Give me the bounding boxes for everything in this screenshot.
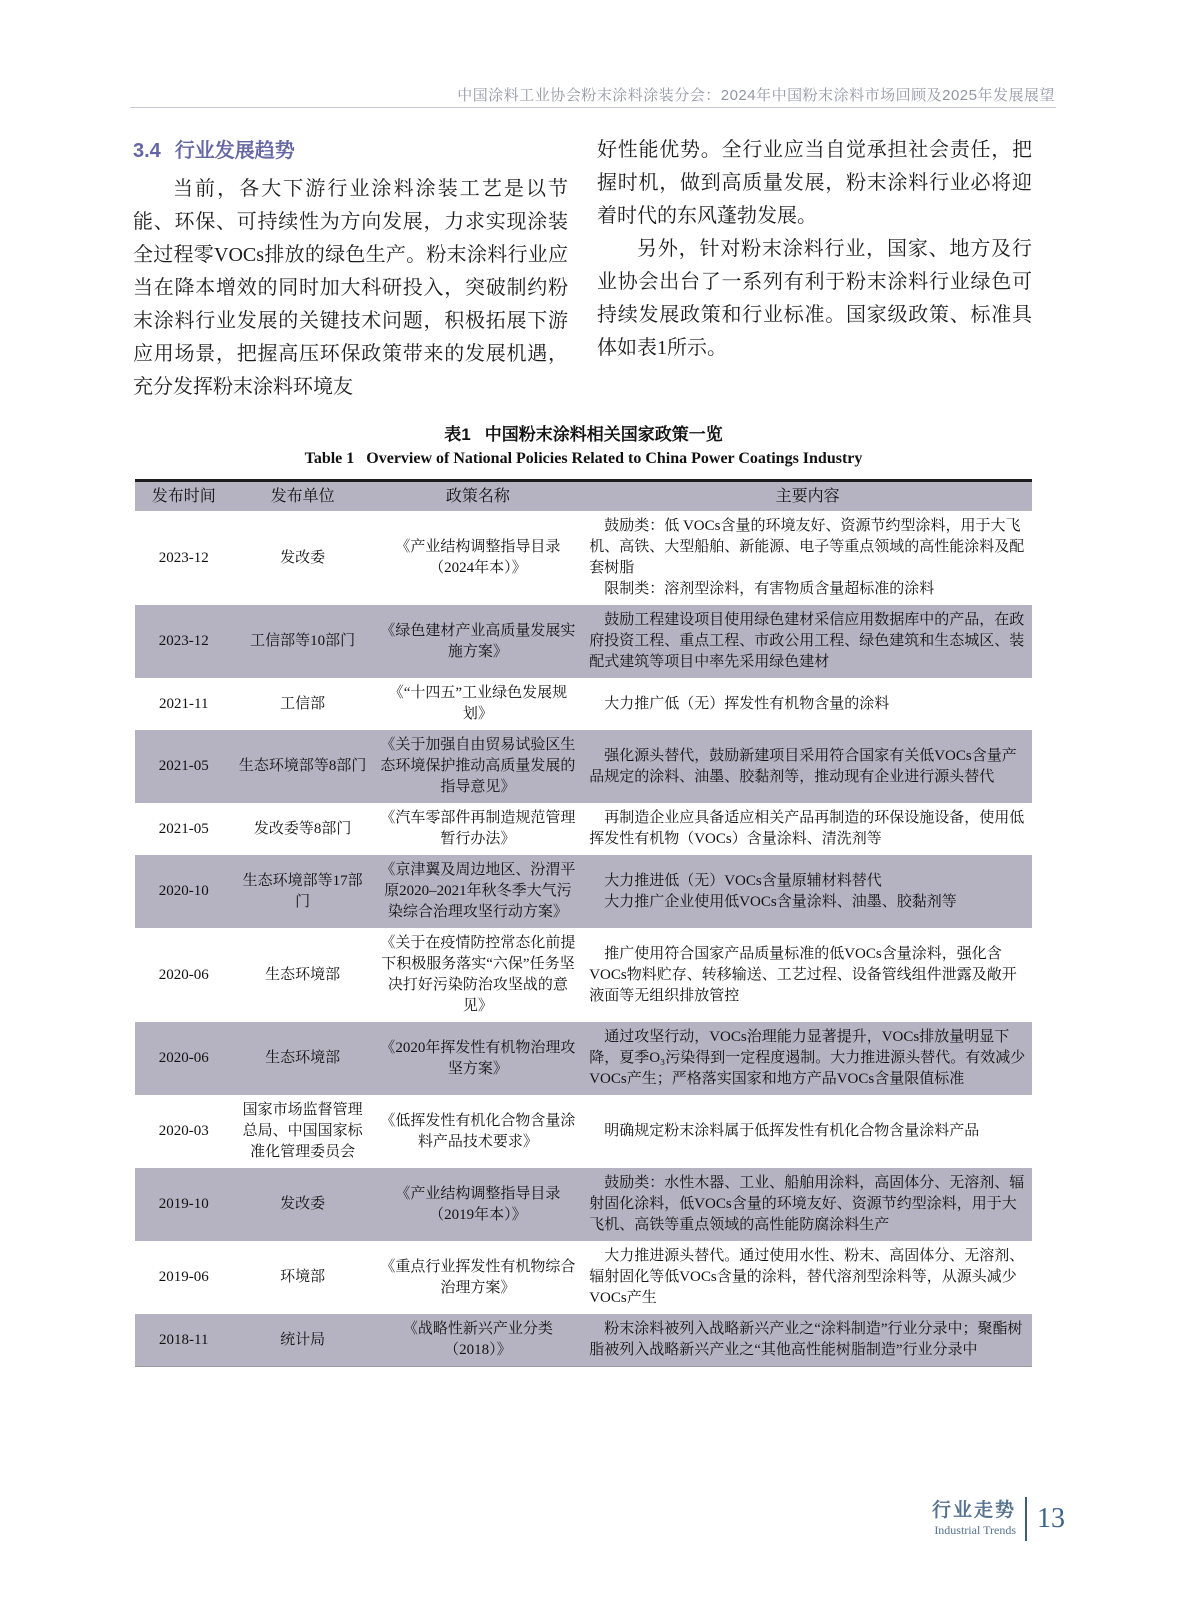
policy-name-cell: 《关于加强自由贸易试验区生态环境保护推动高质量发展的指导意见》 (373, 730, 584, 803)
policy-date-cell: 2021-05 (135, 730, 233, 803)
policy-table-block (135, 420, 1032, 1367)
policy-content-paragraph: 推广使用符合国家产品质量标准的低VOCs含量涂料，强化含VOCs物料贮存、转移输送、工艺过程、设备管线组件泄露及敞开液面等无组织排放管控 (589, 945, 1017, 1004)
policy-content-paragraph: 通过攻坚行动，VOCs治理能力显著提升，VOCs排放量明显下降，夏季O₃污染得到一定程度遏制。大力推进源头替代。有效减少VOCs产生；严格落实国家和地方产品VOCs含量限值标准 (589, 1029, 1026, 1087)
body-columns (133, 134, 1032, 404)
policy-content-paragraph: 大力推广企业使用低VOCs含量涂料、油墨、胶黏剂等 (604, 893, 957, 910)
policy-content-cell (583, 511, 1032, 605)
policy-content-cell (583, 803, 1032, 855)
policy-content-paragraph: 大力推进低（无）VOCs含量原辅材料替代 (604, 872, 882, 889)
table-row (135, 1241, 1032, 1314)
table-row (135, 803, 1032, 855)
table-number-cn: 表1 (444, 425, 471, 444)
policy-content-cell (583, 1095, 1032, 1168)
policy-table-head (135, 481, 1032, 512)
policy-content-paragraph: 再制造企业应具备适应相关产品再制造的环保设施设备，使用低挥发性有机物（VOCs）含量涂料、清洗剂等 (589, 810, 1025, 847)
policy-content-cell (583, 605, 1032, 678)
running-header: 中国涂料工业协会粉末涂料涂装分会：2024年中国粉末涂料市场回顾及2025年发展展望 (457, 87, 1055, 104)
policy-publisher-cell: 生态环境部 (265, 966, 341, 983)
policy-name-cell: 《京津翼及周边地区、汾渭平原2020–2021年秋冬季大气污染综合治理攻坚行动方案》 (373, 855, 584, 928)
table-title-cn (135, 420, 1032, 445)
policy-date-cell: 2021-05 (158, 820, 209, 837)
policy-content-paragraph: 鼓励类：水性木器、工业、船舶用涂料，高固体分、无溶剂、辐射固化涂料，低VOCs含量的环境友好、资源节约型涂料，用于大飞机、高铁等重点领域的高性能防腐涂料生产 (589, 1175, 1025, 1233)
policy-date-cell: 2020-06 (158, 966, 209, 983)
policy-name-cell: 《战略性新兴产业分类（2018）》 (373, 1314, 584, 1367)
table-row (135, 1168, 1032, 1241)
policy-publisher-cell: 发改委 (280, 549, 326, 566)
policy-publisher-cell: 发改委等8部门 (253, 820, 352, 837)
policy-content-paragraph: 大力推广低（无）挥发性有机物含量的涂料 (604, 695, 890, 712)
page-number: 13 (1037, 1503, 1065, 1534)
page-footer (932, 1497, 1065, 1541)
policy-content-cell (583, 1022, 1032, 1095)
policy-content-cell (583, 730, 1032, 803)
body-paragraph: 当前，各大下游行业涂料涂装工艺是以节能、环保、可持续性为方向发展，力求实现涂装全过程零VOCs排放的绿色生产。粉末涂料行业应当在降本增效的同时加大科研投入，突破制约粉末涂料行业发展的关键技术问题，积极拓展下游应用场景，把握高压环保政策带来的发展机遇，充分发挥粉末涂料环境友 (133, 178, 568, 398)
policy-name-cell: 《绿色建材产业高质量发展实施方案》 (373, 605, 584, 678)
table-caption-en: Overview of National Policies Related to China Power Coatings Industry (366, 450, 863, 467)
table-row (135, 855, 1032, 928)
table-number-en: Table 1 (304, 450, 355, 467)
policy-content-cell (583, 678, 1032, 730)
footer-labels (932, 1500, 1016, 1538)
policy-publisher-cell: 工信部等10部门 (233, 605, 373, 678)
policy-publisher-cell: 国家市场监督管理总局、中国国家标准化管理委员会 (242, 1102, 363, 1160)
policy-publisher-cell: 环境部 (280, 1269, 326, 1285)
column-header-content: 主要内容 (583, 481, 1032, 512)
right-column (597, 134, 1032, 404)
policy-publisher-cell: 工信部 (280, 695, 326, 712)
policy-date-cell: 2018-11 (135, 1314, 233, 1367)
policy-name-cell: 《产业结构调整指导目录（2024年本）》 (395, 539, 561, 576)
table-row (135, 678, 1032, 730)
policy-name-cell: 《重点行业挥发性有机物综合治理方案》 (380, 1258, 576, 1296)
policy-date-cell: 2020-03 (158, 1123, 209, 1139)
policy-name-cell: 《关于在疫情防控常态化前提下积极服务落实“六保”任务坚决打好污染防治攻坚战的意见》 (380, 935, 576, 1014)
policy-date-cell: 2020-06 (135, 1022, 233, 1095)
body-paragraph: 另外，针对粉末涂料行业，国家、地方及行业协会出台了一系列有利于粉末涂料行业绿色可持续发展政策和行业标准。国家级政策、标准具体如表1所示。 (597, 238, 1032, 359)
policy-content-cell (583, 855, 1032, 928)
policy-content-paragraph: 限制类：溶剂型涂料，有害物质含量超标准的涂料 (604, 581, 935, 597)
policy-publisher-cell: 发改委 (233, 1168, 373, 1241)
policy-publisher-cell: 生态环境部 (233, 1022, 373, 1095)
policy-content-cell (583, 1168, 1032, 1241)
header-rule (130, 107, 1056, 108)
policy-table-body (135, 511, 1032, 1367)
table-title-en (135, 450, 1032, 468)
policy-date-cell: 2023-12 (158, 549, 209, 566)
table-row (135, 928, 1032, 1022)
policy-date-cell: 2021-11 (159, 695, 209, 712)
policy-date-cell: 2023-12 (135, 605, 233, 678)
column-header-publisher: 发布单位 (233, 481, 373, 512)
table-header-row (135, 481, 1032, 512)
policy-content-cell (583, 1314, 1032, 1367)
policy-publisher-cell: 生态环境部等17部门 (233, 855, 373, 928)
policy-content-paragraph: 大力推进源头替代。通过使用水性、粉末、高固体分、无溶剂、辐射固化等低VOCs含量的涂料，替代溶剂型涂料等，从源头减少VOCs产生 (589, 1248, 1025, 1306)
policy-content-paragraph: 鼓励工程建设项目使用绿色建材采信应用数据库中的产品，在政府投资工程、重点工程、市政公用工程、绿色建筑和生态城区、装配式建筑等项目中率先采用绿色建材 (589, 612, 1025, 670)
footer-section-en: Industrial Trends (934, 1523, 1016, 1537)
policy-date-cell: 2019-06 (158, 1269, 209, 1285)
policy-date-cell: 2019-10 (135, 1168, 233, 1241)
policy-name-cell: 《产业结构调整指导目录（2019年本）》 (373, 1168, 584, 1241)
table-row (135, 511, 1032, 605)
section-number: 3.4 (133, 140, 161, 162)
policy-name-cell: 《“十四五”工业绿色发展规划》 (388, 685, 568, 722)
policy-name-cell: 《低挥发性有机化合物含量涂料产品技术要求》 (380, 1112, 576, 1150)
table-row (135, 1022, 1032, 1095)
policy-date-cell: 2020-10 (135, 855, 233, 928)
table-row (135, 730, 1032, 803)
section-title: 行业发展趋势 (174, 140, 295, 162)
table-row (135, 605, 1032, 678)
body-paragraph: 好性能优势。全行业应当自觉承担社会责任，把握时机，做到高质量发展，粉末涂料行业必将迎着时代的东风蓬勃发展。 (597, 139, 1032, 227)
policy-name-cell: 《2020年挥发性有机物治理攻坚方案》 (373, 1022, 584, 1095)
section-heading (133, 134, 568, 163)
policy-content-cell (583, 928, 1032, 1022)
policy-table (135, 479, 1032, 1367)
policy-content-paragraph: 明确规定粉末涂料属于低挥发性有机化合物含量涂料产品 (604, 1123, 980, 1139)
table-row (135, 1314, 1032, 1367)
policy-content-paragraph: 鼓励类：低 VOCs含量的环境友好、资源节约型涂料，用于大飞机、高铁、大型船舶、新能源、电子等重点领域的高性能涂料及配套树脂 (589, 518, 1025, 576)
column-header-date: 发布时间 (135, 481, 233, 512)
policy-publisher-cell: 生态环境部等8部门 (233, 730, 373, 803)
policy-name-cell: 《汽车零部件再制造规范管理暂行办法》 (380, 810, 576, 847)
policy-content-paragraph: 强化源头替代，鼓励新建项目采用符合国家有关低VOCs含量产品规定的涂料、油墨、胶黏剂等，推动现有企业进行源头替代 (589, 747, 1017, 785)
column-header-policy: 政策名称 (373, 481, 584, 512)
footer-divider (1025, 1497, 1027, 1541)
table-caption-cn: 中国粉末涂料相关国家政策一览 (484, 425, 723, 444)
policy-publisher-cell: 统计局 (233, 1314, 373, 1367)
table-row (135, 1095, 1032, 1168)
policy-content-paragraph: 粉末涂料被列入战略新兴产业之“涂料制造”行业分录中；聚酯树脂被列入战略新兴产业之“其他高性能树脂制造”行业分录中 (589, 1321, 1023, 1358)
footer-section-cn: 行业走势 (931, 1500, 1016, 1521)
policy-content-cell (583, 1241, 1032, 1314)
left-column (133, 134, 568, 404)
